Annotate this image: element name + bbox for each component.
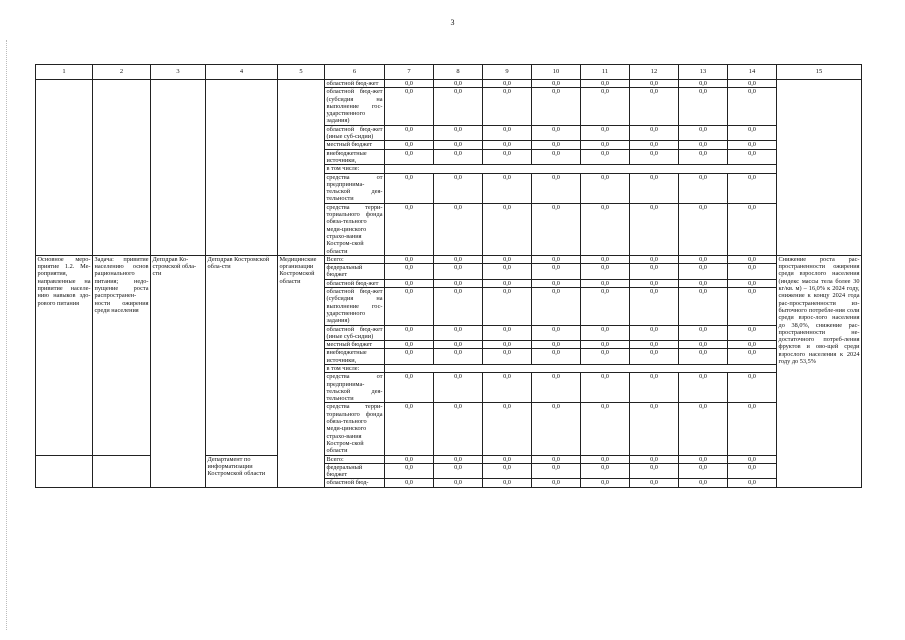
value-cell: 0,0 — [385, 264, 434, 280]
column-header-2: 2 — [93, 65, 151, 80]
participants: Медицинские организации Костромской области — [278, 255, 325, 487]
funding-source: в том числе: — [325, 165, 385, 173]
empty-cell-c1 — [36, 80, 93, 256]
column-header-8: 8 — [434, 65, 483, 80]
column-header-6: 6 — [325, 65, 385, 80]
activity-task: Задача: привитие населению основ рационального питания; недо-пущение роста распространен-ности ожирения среди населения — [93, 255, 151, 455]
value-cell: 0,0 — [679, 255, 728, 263]
funding-source: внебюджетные источники, — [325, 149, 385, 165]
column-header-14: 14 — [728, 65, 777, 80]
value-cell: 0,0 — [532, 455, 581, 463]
value-cell: 0,0 — [728, 288, 777, 325]
empty-values — [385, 165, 777, 173]
value-cell: 0,0 — [679, 341, 728, 349]
value-cell: 0,0 — [728, 349, 777, 365]
table-row — [36, 80, 862, 88]
value-cell: 0,0 — [385, 141, 434, 149]
value-cell: 0,0 — [532, 479, 581, 487]
value-cell: 0,0 — [483, 288, 532, 325]
value-cell: 0,0 — [679, 325, 728, 341]
value-cell: 0,0 — [630, 349, 679, 365]
value-cell: 0,0 — [532, 125, 581, 141]
value-cell: 0,0 — [532, 403, 581, 455]
value-cell: 0,0 — [483, 349, 532, 365]
value-cell: 0,0 — [385, 288, 434, 325]
value-cell: 0,0 — [630, 325, 679, 341]
value-cell: 0,0 — [483, 325, 532, 341]
value-cell: 0,0 — [483, 479, 532, 487]
header-row — [36, 65, 862, 80]
value-cell: 0,0 — [630, 125, 679, 141]
funding-source: областной бюд-жет (субсидия на выполнение гос-ударственного задания) — [326, 88, 383, 125]
column-header-10: 10 — [532, 65, 581, 80]
co-executor: Депздрав Костромской обла-сти — [206, 255, 278, 455]
value-cell: 0,0 — [581, 279, 630, 287]
page-number: 3 — [450, 18, 455, 27]
value-cell: 0,0 — [581, 125, 630, 141]
column-header-15: 15 — [777, 65, 862, 80]
funding-source: средства от предпринима-тельской дея-тельности — [326, 373, 383, 403]
funding-source: областной бюд-жет (иные суб-сидии) — [326, 325, 383, 340]
funding-source: местный бюджет — [325, 341, 385, 349]
value-cell: 0,0 — [532, 88, 581, 125]
value-cell: 0,0 — [483, 279, 532, 287]
value-cell: 0,0 — [581, 403, 630, 455]
value-cell: 0,0 — [483, 203, 532, 255]
funding-source: федеральный бюджет — [325, 264, 385, 280]
value-cell: 0,0 — [581, 203, 630, 255]
empty-cell-c1 — [36, 455, 93, 487]
value-cell: 0,0 — [630, 149, 679, 165]
value-cell: 0,0 — [630, 288, 679, 325]
funding-source: областной бюд- — [325, 479, 385, 487]
value-cell: 0,0 — [483, 455, 532, 463]
value-cell: 0,0 — [385, 173, 434, 203]
column-header-7: 7 — [385, 65, 434, 80]
value-cell: 0,0 — [483, 149, 532, 165]
value-cell: 0,0 — [483, 341, 532, 349]
value-cell: 0,0 — [581, 455, 630, 463]
funding-source: внебюджетные источники, — [325, 349, 385, 365]
value-cell: 0,0 — [581, 341, 630, 349]
value-cell: 0,0 — [532, 255, 581, 263]
value-cell: 0,0 — [679, 479, 728, 487]
value-cell: 0,0 — [581, 288, 630, 325]
value-cell: 0,0 — [434, 325, 483, 341]
empty-cell-c4 — [206, 80, 278, 256]
funding-source: Всего: — [325, 255, 385, 263]
value-cell: 0,0 — [630, 141, 679, 149]
value-cell: 0,0 — [630, 403, 679, 455]
value-cell: 0,0 — [385, 279, 434, 287]
value-cell: 0,0 — [434, 463, 483, 479]
value-cell: 0,0 — [679, 173, 728, 203]
value-cell: 0,0 — [532, 341, 581, 349]
value-cell: 0,0 — [532, 80, 581, 88]
funding-source: областной бюд-жет (субсидия на выполнение гос-ударственного задания) — [326, 288, 383, 325]
value-cell: 0,0 — [679, 203, 728, 255]
co-executor-2: Департамент по информатизации Костромской области — [206, 455, 278, 487]
value-cell: 0,0 — [581, 264, 630, 280]
value-cell: 0,0 — [532, 349, 581, 365]
value-cell: 0,0 — [532, 463, 581, 479]
funding-source: в том числе: — [325, 364, 385, 372]
value-cell: 0,0 — [630, 455, 679, 463]
value-cell: 0,0 — [434, 255, 483, 263]
value-cell: 0,0 — [581, 88, 630, 125]
value-cell: 0,0 — [630, 373, 679, 403]
value-cell: 0,0 — [630, 88, 679, 125]
value-cell: 0,0 — [434, 341, 483, 349]
value-cell: 0,0 — [385, 125, 434, 141]
value-cell: 0,0 — [679, 125, 728, 141]
empty-cell-c3 — [151, 80, 206, 256]
value-cell: 0,0 — [532, 149, 581, 165]
value-cell: 0,0 — [728, 141, 777, 149]
value-cell: 0,0 — [434, 173, 483, 203]
value-cell: 0,0 — [434, 479, 483, 487]
value-cell: 0,0 — [385, 349, 434, 365]
value-cell: 0,0 — [630, 463, 679, 479]
value-cell: 0,0 — [483, 463, 532, 479]
value-cell: 0,0 — [630, 173, 679, 203]
value-cell: 0,0 — [679, 264, 728, 280]
value-cell: 0,0 — [728, 125, 777, 141]
column-header-1: 1 — [36, 65, 93, 80]
value-cell: 0,0 — [483, 255, 532, 263]
value-cell: 0,0 — [385, 403, 434, 455]
value-cell: 0,0 — [728, 88, 777, 125]
value-cell: 0,0 — [679, 373, 728, 403]
value-cell: 0,0 — [679, 463, 728, 479]
column-header-12: 12 — [630, 65, 679, 80]
funding-source: Всего: — [325, 455, 385, 463]
value-cell: 0,0 — [434, 125, 483, 141]
value-cell: 0,0 — [581, 141, 630, 149]
value-cell: 0,0 — [679, 88, 728, 125]
value-cell: 0,0 — [434, 455, 483, 463]
expected-results: Снижение роста рас-пространенности ожирения среди взрослого населения (индекс массы тела более 30 кг/кв. м) – 16,0% к 2024 году, снижение к концу 2024 года рас-пространенности из-быточного потребле-ния соли среди взрос-лого населения до 38,0%, снижение рас-пространенности не-достаточного потреб-ления фруктов и ово-щей среди взрослого населения к 2024 году до 53,5% — [777, 255, 862, 487]
value-cell: 0,0 — [434, 88, 483, 125]
value-cell: 0,0 — [728, 255, 777, 263]
value-cell: 0,0 — [483, 173, 532, 203]
value-cell: 0,0 — [630, 479, 679, 487]
column-header-9: 9 — [483, 65, 532, 80]
value-cell: 0,0 — [728, 463, 777, 479]
value-cell: 0,0 — [385, 341, 434, 349]
value-cell: 0,0 — [434, 279, 483, 287]
value-cell: 0,0 — [630, 80, 679, 88]
value-cell: 0,0 — [532, 288, 581, 325]
value-cell: 0,0 — [532, 264, 581, 280]
value-cell: 0,0 — [728, 173, 777, 203]
value-cell: 0,0 — [728, 455, 777, 463]
value-cell: 0,0 — [532, 173, 581, 203]
value-cell: 0,0 — [385, 88, 434, 125]
value-cell: 0,0 — [679, 455, 728, 463]
value-cell: 0,0 — [434, 373, 483, 403]
value-cell: 0,0 — [483, 373, 532, 403]
empty-cell-c15 — [777, 80, 862, 256]
value-cell: 0,0 — [483, 403, 532, 455]
activity-name: Основное меро-приятие 1.2. Ме-роприятия, направленные на привитие населе-нию навыков здо-рового питания — [36, 255, 93, 455]
value-cell: 0,0 — [385, 463, 434, 479]
value-cell: 0,0 — [679, 288, 728, 325]
value-cell: 0,0 — [483, 264, 532, 280]
value-cell: 0,0 — [679, 141, 728, 149]
value-cell: 0,0 — [532, 325, 581, 341]
value-cell: 0,0 — [630, 341, 679, 349]
value-cell: 0,0 — [434, 288, 483, 325]
value-cell: 0,0 — [434, 80, 483, 88]
value-cell: 0,0 — [630, 203, 679, 255]
funding-source: средства терри-ториального фонда обяза-тельного меди-цинского страхо-вания Костром-ской области — [326, 403, 383, 455]
value-cell: 0,0 — [679, 80, 728, 88]
empty-cell-c2 — [93, 455, 151, 487]
value-cell: 0,0 — [728, 279, 777, 287]
table-row — [36, 255, 862, 263]
value-cell: 0,0 — [434, 403, 483, 455]
value-cell: 0,0 — [434, 264, 483, 280]
value-cell: 0,0 — [385, 203, 434, 255]
value-cell: 0,0 — [581, 255, 630, 263]
value-cell: 0,0 — [483, 80, 532, 88]
funding-source: областной бюд-жет — [325, 80, 385, 88]
value-cell: 0,0 — [679, 149, 728, 165]
value-cell: 0,0 — [532, 141, 581, 149]
value-cell: 0,0 — [630, 264, 679, 280]
value-cell: 0,0 — [385, 80, 434, 88]
value-cell: 0,0 — [581, 349, 630, 365]
value-cell: 0,0 — [434, 149, 483, 165]
funding-source: средства терри-ториального фонда обяза-тельного меди-цинского страхо-вания Костром-ской области — [326, 203, 383, 255]
responsible-executor: Депздрав Ко-стромской обла-сти — [151, 255, 206, 487]
value-cell: 0,0 — [483, 125, 532, 141]
value-cell: 0,0 — [581, 173, 630, 203]
value-cell: 0,0 — [385, 455, 434, 463]
value-cell: 0,0 — [532, 373, 581, 403]
value-cell: 0,0 — [385, 479, 434, 487]
value-cell: 0,0 — [385, 325, 434, 341]
funding-source: областной бюд-жет — [325, 279, 385, 287]
value-cell: 0,0 — [581, 373, 630, 403]
empty-cell-c2 — [93, 80, 151, 256]
value-cell: 0,0 — [581, 463, 630, 479]
value-cell: 0,0 — [679, 403, 728, 455]
value-cell: 0,0 — [728, 203, 777, 255]
value-cell: 0,0 — [434, 349, 483, 365]
funding-source: средства от предпринима-тельской дея-тельности — [326, 173, 383, 203]
value-cell: 0,0 — [581, 325, 630, 341]
value-cell: 0,0 — [581, 479, 630, 487]
value-cell: 0,0 — [728, 341, 777, 349]
value-cell: 0,0 — [728, 373, 777, 403]
empty-cell-c5 — [278, 80, 325, 256]
value-cell: 0,0 — [581, 149, 630, 165]
value-cell: 0,0 — [728, 325, 777, 341]
value-cell: 0,0 — [385, 373, 434, 403]
value-cell: 0,0 — [385, 149, 434, 165]
column-header-13: 13 — [679, 65, 728, 80]
value-cell: 0,0 — [434, 203, 483, 255]
value-cell: 0,0 — [630, 279, 679, 287]
value-cell: 0,0 — [728, 403, 777, 455]
funding-source: федеральный бюджет — [325, 463, 385, 479]
column-header-5: 5 — [278, 65, 325, 80]
value-cell: 0,0 — [728, 149, 777, 165]
value-cell: 0,0 — [679, 349, 728, 365]
value-cell: 0,0 — [385, 255, 434, 263]
funding-source: местный бюджет — [325, 141, 385, 149]
value-cell: 0,0 — [581, 80, 630, 88]
value-cell: 0,0 — [728, 479, 777, 487]
column-header-11: 11 — [581, 65, 630, 80]
value-cell: 0,0 — [728, 264, 777, 280]
financing-table — [35, 64, 862, 488]
binding-margin-dots — [6, 40, 8, 630]
value-cell: 0,0 — [434, 141, 483, 149]
column-header-3: 3 — [151, 65, 206, 80]
value-cell: 0,0 — [532, 279, 581, 287]
value-cell: 0,0 — [483, 88, 532, 125]
value-cell: 0,0 — [679, 279, 728, 287]
funding-source: областной бюд-жет (иные суб-сидии) — [326, 125, 383, 141]
value-cell: 0,0 — [483, 141, 532, 149]
empty-values — [385, 364, 777, 372]
value-cell: 0,0 — [728, 80, 777, 88]
value-cell: 0,0 — [630, 255, 679, 263]
value-cell: 0,0 — [532, 203, 581, 255]
column-header-4: 4 — [206, 65, 278, 80]
